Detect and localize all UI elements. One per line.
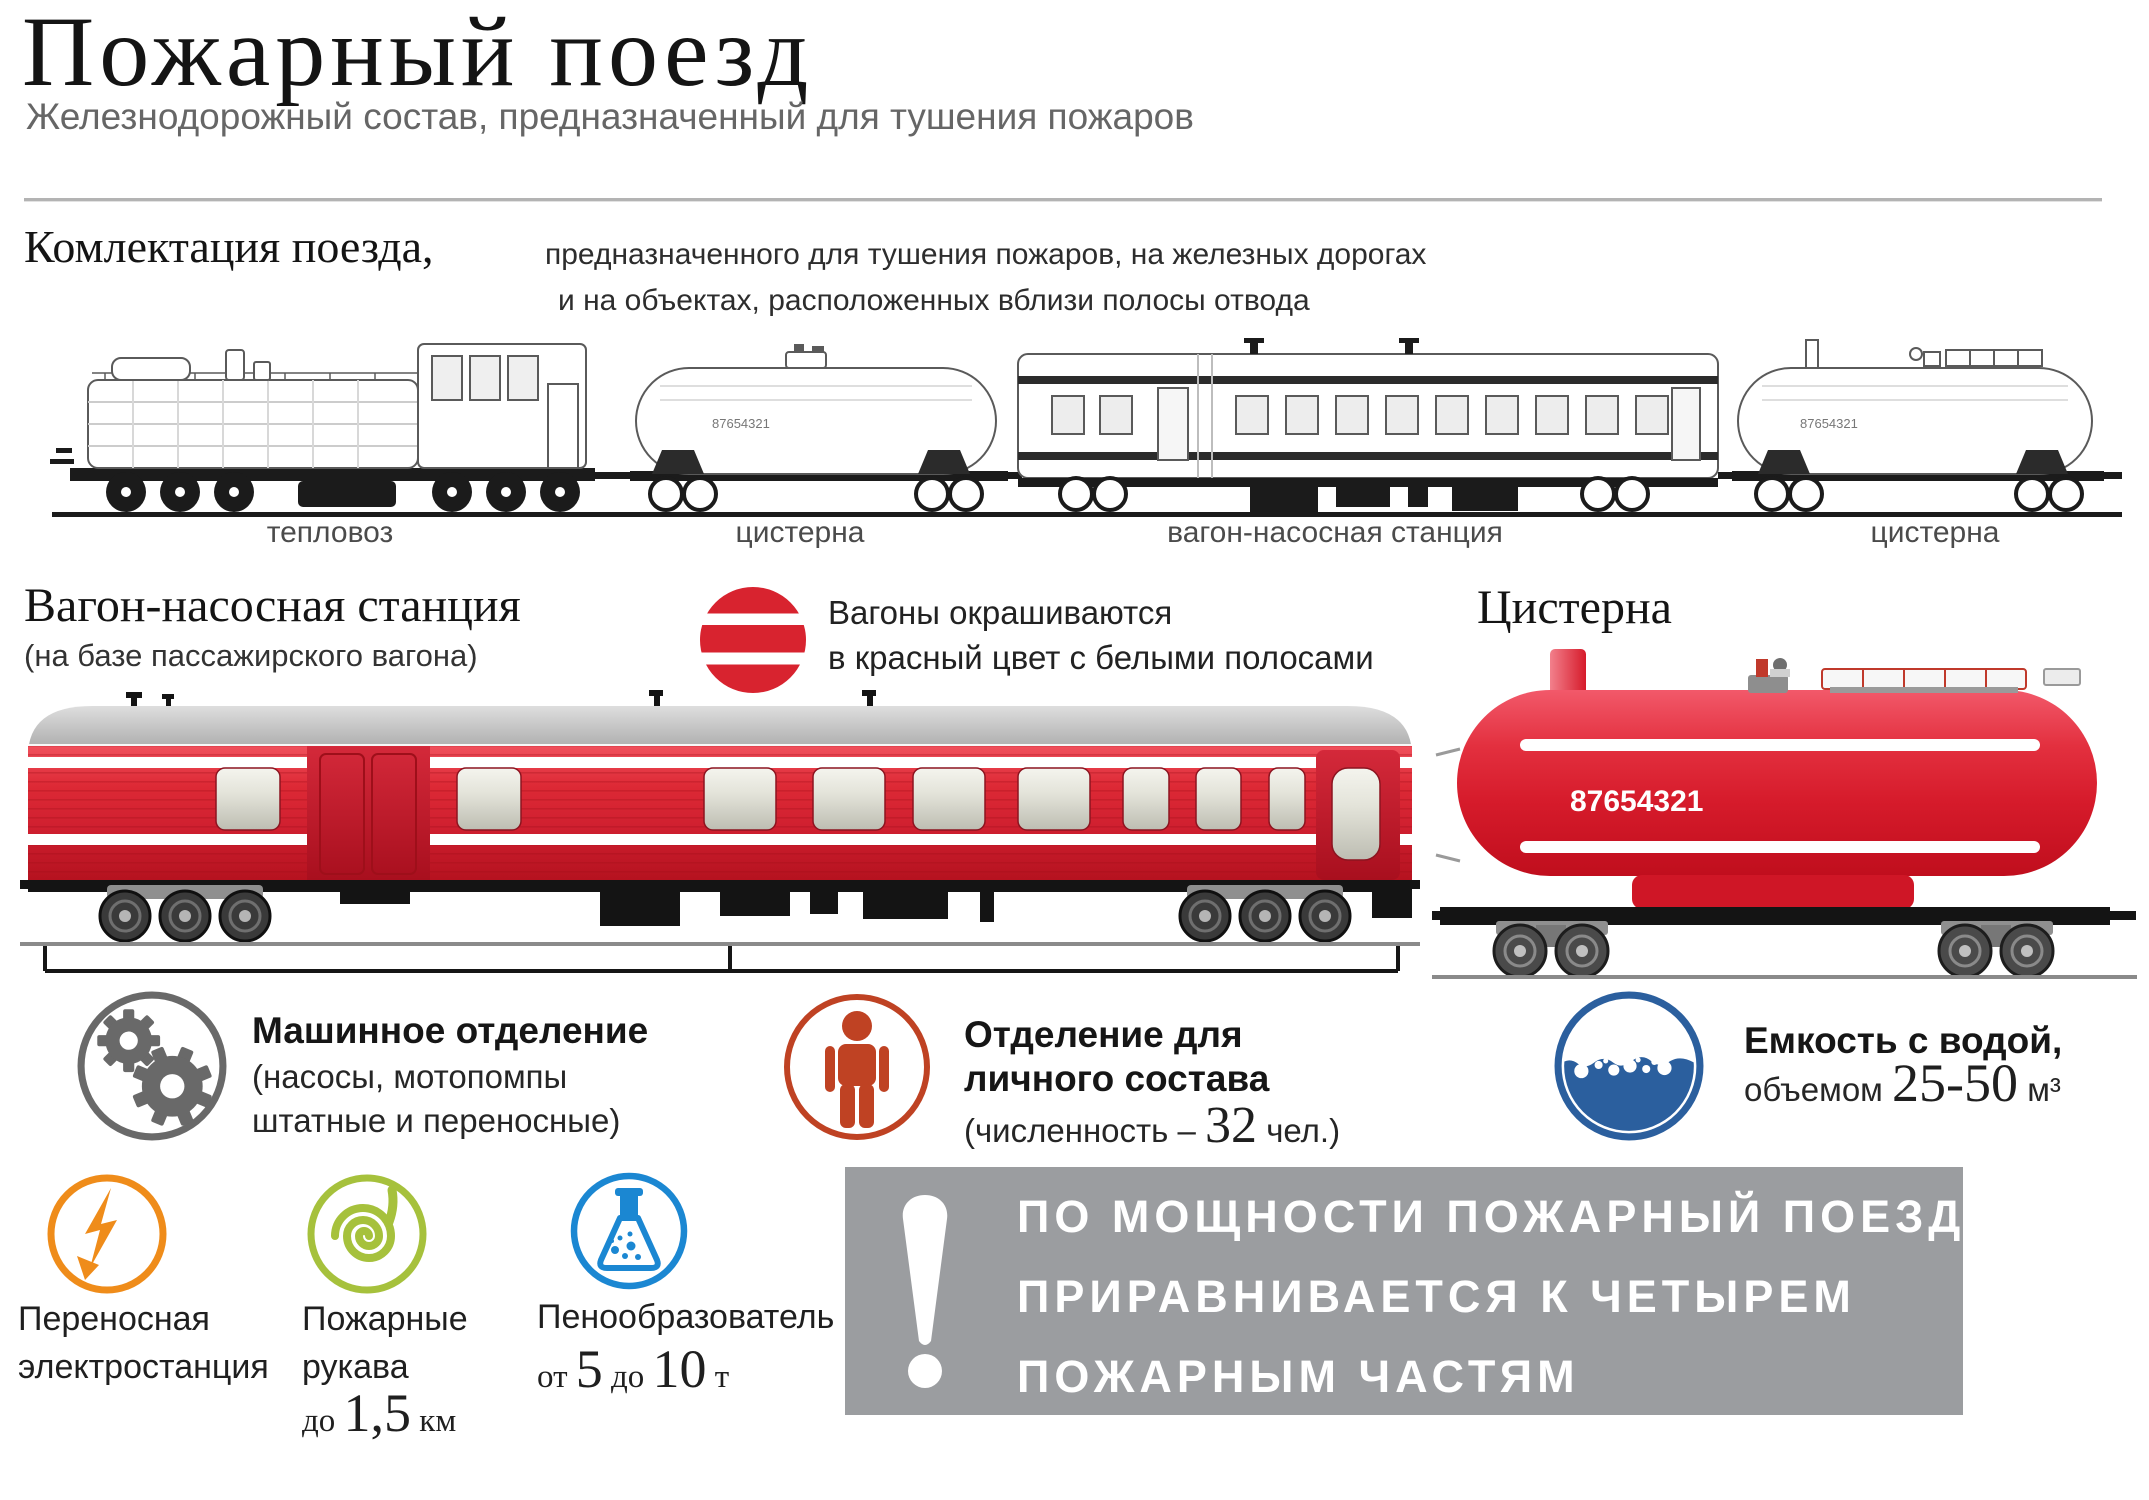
crew-count	[964, 1096, 1340, 1155]
tank-top-platform	[1822, 669, 2026, 693]
crew-title-line2: личного состава	[964, 1058, 1270, 1099]
callout-line2: ПРИРАВНИВАЕТСЯ К ЧЕТЫРЕМ	[1017, 1271, 1856, 1322]
water-volume	[1744, 1052, 2061, 1114]
tank-car-outline-1	[630, 344, 1022, 510]
tank-toolbox	[1632, 875, 1914, 909]
foam-mid: до	[602, 1359, 653, 1395]
water-volume-prefix: объемом	[1744, 1071, 1893, 1108]
flask-icon	[568, 1170, 690, 1292]
foam-amount	[537, 1338, 729, 1400]
water-tank-icon	[1553, 990, 1705, 1142]
car-label-tank2: цистерна	[1870, 516, 2000, 549]
composition-description-line1: предназначенного для тушения пожаров, на железных дорогах	[545, 238, 1427, 271]
water-volume-value: 25-50	[1892, 1053, 2019, 1113]
callout-line1: ПО МОЩНОСТИ ПОЖАРНЫЙ ПОЕЗД	[1017, 1191, 1966, 1242]
foam-prefix: от	[537, 1359, 576, 1395]
pump-wagon-illustration	[20, 684, 1420, 984]
train-overview-illustration	[0, 328, 2149, 528]
wagon-bogie-right	[1180, 885, 1350, 941]
crew-count-value: 32	[1205, 1097, 1258, 1154]
foam-suffix: т	[706, 1359, 730, 1395]
tank2-number: 87654321	[1800, 416, 1858, 431]
tank-bogie-right	[1939, 921, 2053, 977]
composition-heading: Комлектация поезда,	[24, 221, 434, 272]
crew-count-prefix: (численность –	[964, 1112, 1206, 1149]
tank-bogie-left	[1494, 921, 1608, 977]
water-title: Емкость с водой,	[1744, 1020, 2063, 1061]
rail-line	[20, 942, 1420, 946]
exclamation-icon	[887, 1193, 963, 1389]
paint-note-line1: Вагоны окрашиваются	[828, 594, 1173, 631]
hoses-length-suffix: км	[411, 1403, 457, 1439]
tank1-number: 87654321	[712, 416, 770, 431]
tank-car-number: 87654321	[1570, 785, 1704, 818]
red-white-stripes-icon	[700, 587, 806, 693]
engine-room-line1: (насосы, мотопомпы	[252, 1058, 568, 1095]
engine-room-title: Машинное отделение	[252, 1010, 649, 1051]
hose-coil-icon	[305, 1170, 429, 1294]
callout-line3: ПОЖАРНЫМ ЧАСТЯМ	[1017, 1351, 1580, 1402]
pump-station-heading: Вагон-насосная станция	[24, 579, 521, 632]
lightning-icon	[45, 1172, 169, 1296]
power-station-line1: Переносная	[18, 1300, 210, 1338]
gears-icon	[76, 990, 228, 1142]
engine-room-line2: штатные и переносные)	[252, 1102, 621, 1139]
hoses-length	[302, 1382, 456, 1444]
pump-wagon-outline	[1018, 338, 1732, 513]
tank-car-illustration	[1432, 645, 2137, 980]
divider	[24, 198, 2102, 202]
power-station-line2: электростанция	[18, 1348, 269, 1386]
hoses-length-value: 1,5	[343, 1383, 412, 1443]
crew-count-suffix: чел.)	[1257, 1112, 1341, 1149]
ground-line	[1432, 975, 2137, 979]
crew-title-line1: Отделение для	[964, 1014, 1243, 1055]
hoses-line1: Пожарные	[302, 1300, 468, 1338]
tank-heading: Цистерна	[1477, 581, 1672, 634]
car-label-tank1: цистерна	[735, 516, 865, 549]
wagon-bogie-left	[100, 885, 270, 941]
roof-vents	[126, 690, 876, 708]
composition-description-line2: и на объектах, расположенных вблизи полосы отвода	[558, 284, 1310, 317]
power-callout-box	[845, 1167, 1966, 1415]
locomotive-illustration	[50, 344, 635, 512]
car-label-locomotive: тепловоз	[266, 516, 394, 549]
foam-title: Пенообразователь	[537, 1298, 835, 1336]
wagon-door-left	[307, 746, 430, 880]
foam-value2: 10	[652, 1339, 707, 1399]
page-title: Пожарный поезд	[22, 0, 814, 107]
person-icon	[782, 992, 932, 1142]
foam-value1: 5	[575, 1339, 603, 1399]
pump-station-subheading: (на базе пассажирского вагона)	[24, 638, 478, 673]
hoses-length-prefix: до	[302, 1403, 344, 1439]
tank-car-outline-2	[1732, 340, 2122, 510]
car-label-pump-wagon: вагон-насосная станция	[1167, 516, 1503, 549]
page-subtitle: Железнодорожный состав, предназначенный для тушения пожаров	[26, 96, 1194, 137]
paint-note-line2: в красный цвет с белыми полосами	[828, 639, 1374, 676]
tank-valve	[1748, 658, 1790, 693]
hoses-line2: рукава	[302, 1348, 409, 1386]
dimension-bracket	[45, 946, 1398, 971]
water-volume-suffix: м³	[2018, 1071, 2061, 1108]
